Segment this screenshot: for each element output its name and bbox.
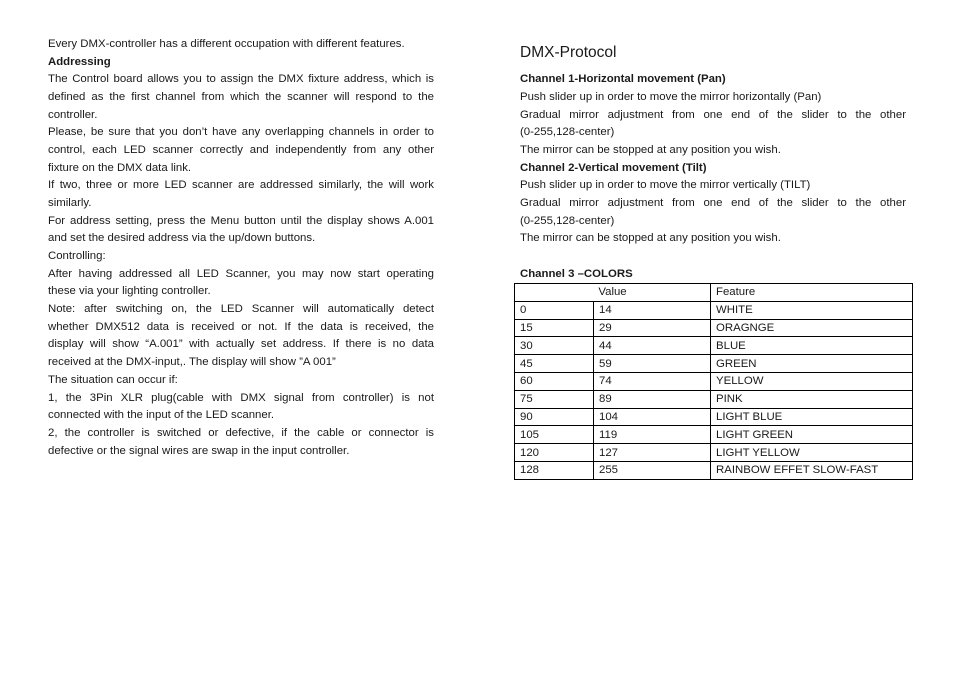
body-line: Note: after switching on, the LED Scanner will automatically detect xyxy=(48,303,434,315)
value-from-cell: 120 xyxy=(515,444,594,462)
value-to-cell: 127 xyxy=(594,444,711,462)
value-from-cell: 90 xyxy=(515,408,594,426)
body-line: After having addressed all LED Scanner, you may now start operating xyxy=(48,268,434,280)
body-line: Gradual mirror adjustment from one end of the slider to the other xyxy=(520,197,906,209)
value-to-cell: 44 xyxy=(594,337,711,355)
body-line: Push slider up in order to move the mirror horizontally (Pan) xyxy=(520,91,822,103)
value-from-cell: 45 xyxy=(515,355,594,373)
feature-cell: WHITE xyxy=(711,301,913,319)
controlling-label: Controlling: xyxy=(48,250,106,262)
table-row xyxy=(515,408,913,426)
body-line: whether DMX512 data is received or not. If the data is received, the xyxy=(48,321,434,333)
feature-cell: GREEN xyxy=(711,355,913,373)
body-line: The mirror can be stopped at any position you wish. xyxy=(520,232,781,244)
value-to-cell: 119 xyxy=(594,426,711,444)
body-line: (0-255,128-center) xyxy=(520,126,615,138)
table-row xyxy=(515,390,913,408)
body-line: connected with the input of the LED scanner. xyxy=(48,409,275,421)
body-line: display will show “A.001” with actually set address. If there is no data xyxy=(48,338,434,350)
table-row xyxy=(515,355,913,373)
body-line: defective or the signal wires are swap in the input controller. xyxy=(48,445,350,457)
body-line: similarly. xyxy=(48,197,92,209)
body-line: these via your lighting controller. xyxy=(48,285,211,297)
feature-cell: ORAGNGE xyxy=(711,319,913,337)
channel2-heading: Channel 2-Vertical movement (Tilt) xyxy=(520,162,707,174)
colors-table xyxy=(514,283,913,480)
body-line: Please, be sure that you don’t have any overlapping channels in order to xyxy=(48,126,434,138)
body-line: controller. xyxy=(48,109,98,121)
body-line: control, each LED scanner correctly and independently from any other xyxy=(48,144,434,156)
page-title: DMX-Protocol xyxy=(520,44,617,61)
body-line: The mirror can be stopped at any position you wish. xyxy=(520,144,781,156)
body-line: 2, the controller is switched or defective, if the cable or connector is xyxy=(48,427,434,439)
feature-cell: LIGHT GREEN xyxy=(711,426,913,444)
body-line: and set the desired address via the up/down buttons. xyxy=(48,232,316,244)
value-to-cell: 255 xyxy=(594,461,711,479)
value-from-cell: 75 xyxy=(515,390,594,408)
body-line: 1, the 3Pin XLR plug(cable with DMX signal from controller) is not xyxy=(48,392,434,404)
value-to-cell: 104 xyxy=(594,408,711,426)
body-line: fixture on the DMX data link. xyxy=(48,162,192,174)
feature-header: Feature xyxy=(711,284,913,302)
body-line: If two, three or more LED scanner are addressed similarly, the will work xyxy=(48,179,434,191)
value-from-cell: 30 xyxy=(515,337,594,355)
channel1-heading: Channel 1-Horizontal movement (Pan) xyxy=(520,73,726,85)
table-header-row xyxy=(515,284,913,302)
addressing-heading: Addressing xyxy=(48,56,111,68)
feature-cell: PINK xyxy=(711,390,913,408)
value-from-cell: 15 xyxy=(515,319,594,337)
feature-cell: RAINBOW EFFET SLOW-FAST xyxy=(711,461,913,479)
body-line: For address setting, press the Menu button until the display shows A.001 xyxy=(48,215,434,227)
value-from-cell: 105 xyxy=(515,426,594,444)
intro-line: Every DMX-controller has a different occupation with different features. xyxy=(48,38,405,50)
channel3-heading: Channel 3 –COLORS xyxy=(520,268,633,280)
body-line: received at the DMX-input,. The display will show ”A 001” xyxy=(48,356,336,368)
value-from-cell: 128 xyxy=(515,461,594,479)
table-row xyxy=(515,426,913,444)
body-line: The situation can occur if: xyxy=(48,374,178,386)
value-to-cell: 29 xyxy=(594,319,711,337)
body-line: Gradual mirror adjustment from one end of the slider to the other xyxy=(520,109,906,121)
value-from-cell: 60 xyxy=(515,372,594,390)
value-from-cell: 0 xyxy=(515,301,594,319)
value-to-cell: 89 xyxy=(594,390,711,408)
table-row xyxy=(515,337,913,355)
feature-cell: LIGHT YELLOW xyxy=(711,444,913,462)
table-row xyxy=(515,444,913,462)
value-to-cell: 74 xyxy=(594,372,711,390)
table-row xyxy=(515,461,913,479)
value-header: Value xyxy=(515,284,711,302)
table-row xyxy=(515,372,913,390)
body-line: defined as the first channel from which the scanner will respond to the xyxy=(48,91,434,103)
feature-cell: BLUE xyxy=(711,337,913,355)
value-to-cell: 14 xyxy=(594,301,711,319)
feature-cell: YELLOW xyxy=(711,372,913,390)
table-row xyxy=(515,319,913,337)
table-row xyxy=(515,301,913,319)
body-line: The Control board allows you to assign the DMX fixture address, which is xyxy=(48,73,434,85)
value-to-cell: 59 xyxy=(594,355,711,373)
body-line: Push slider up in order to move the mirror vertically (TILT) xyxy=(520,179,811,191)
feature-cell: LIGHT BLUE xyxy=(711,408,913,426)
body-line: (0-255,128-center) xyxy=(520,215,615,227)
